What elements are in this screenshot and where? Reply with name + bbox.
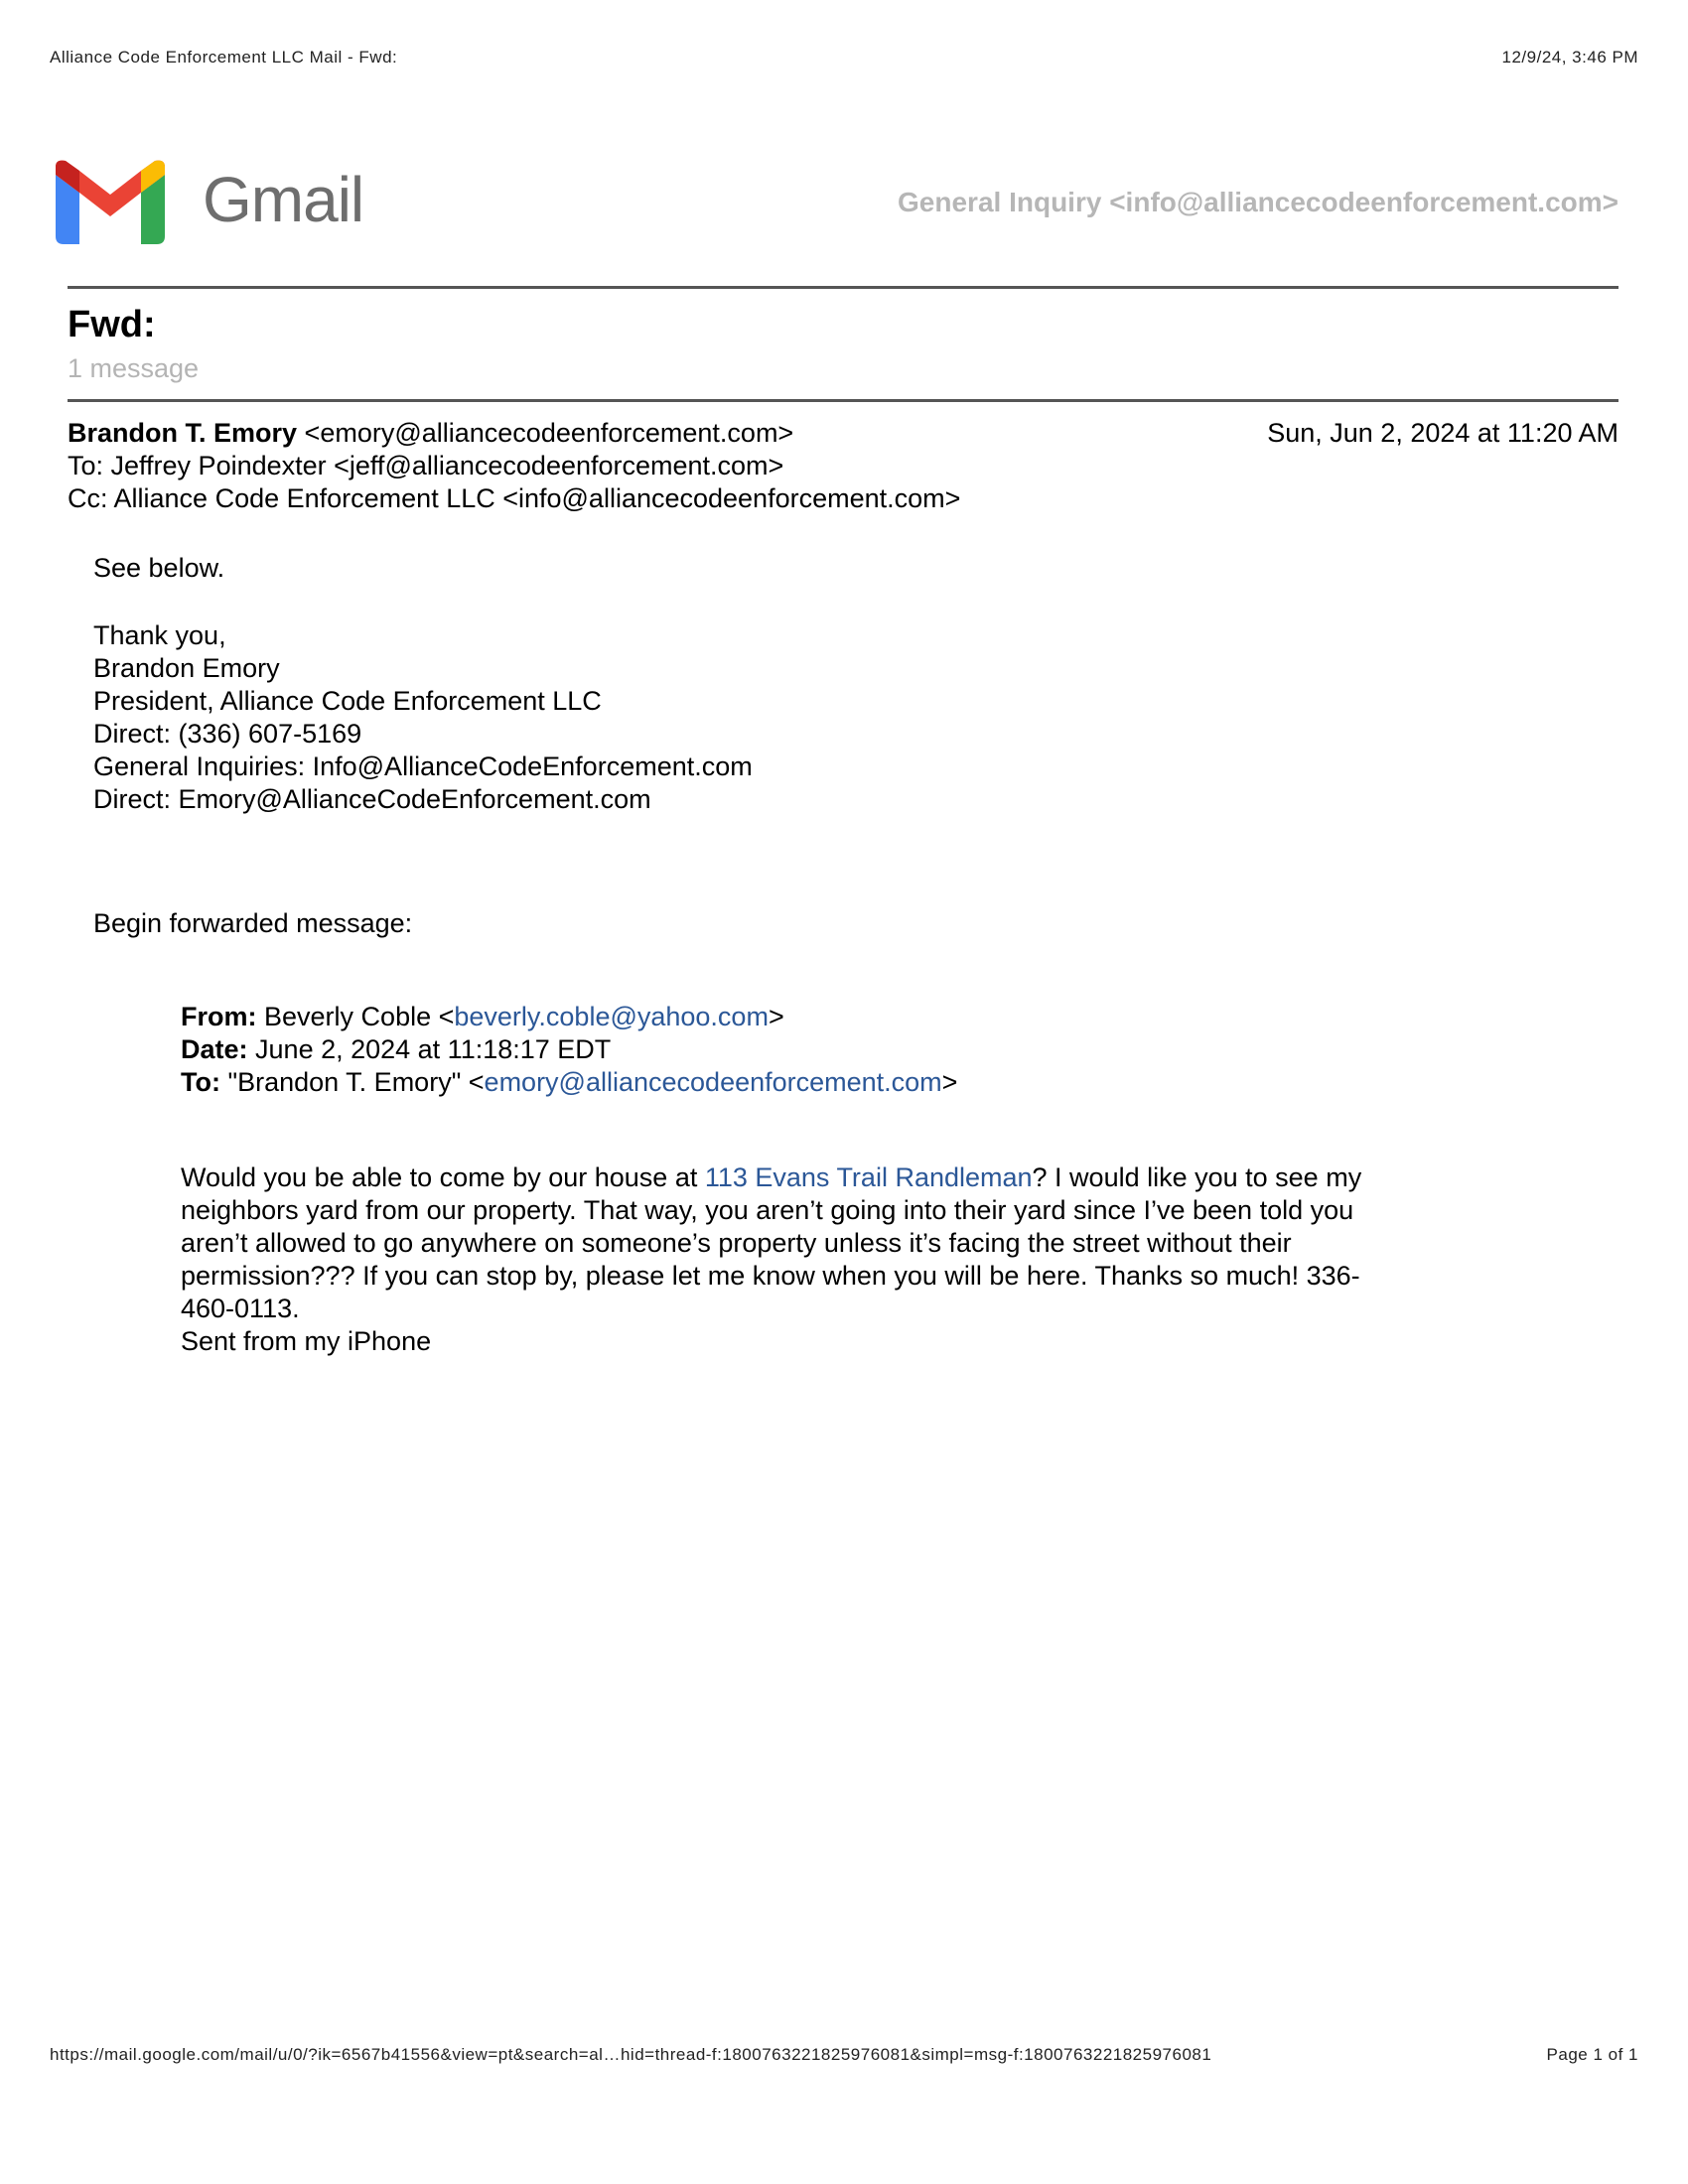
thread-subject: Fwd:: [68, 304, 156, 345]
print-datetime: 12/9/24, 3:46 PM: [1501, 48, 1638, 67]
forwarded-header: [181, 1001, 957, 1099]
print-title: Alliance Code Enforcement LLC Mail - Fwd:: [50, 48, 398, 67]
header-divider: [68, 399, 1618, 402]
account-identity: General Inquiry <info@alliancecodeenforcement.com>: [898, 187, 1618, 217]
forwarded-from-label: From:: [181, 1002, 257, 1031]
forwarded-from-close: >: [768, 1002, 784, 1031]
forwarded-to: [181, 1066, 957, 1099]
print-header: [50, 48, 1638, 71]
forwarded-body-line: neighbors yard from our property. That way, you aren’t going into their yard since I’ve been told you: [181, 1195, 1354, 1225]
forwarded-body: [181, 1161, 1472, 1358]
signature-line: Thank you,: [93, 620, 226, 650]
signature-line: President, Alliance Code Enforcement LLC: [93, 686, 602, 716]
signature-line: Direct: (336) 607-5169: [93, 719, 362, 749]
signature-line: Brandon Emory: [93, 653, 280, 683]
address-link[interactable]: 113 Evans Trail Randleman: [704, 1162, 1033, 1192]
forwarded-date-value: June 2, 2024 at 11:18:17 EDT: [255, 1034, 612, 1064]
page-number: Page 1 of 1: [1546, 2045, 1638, 2064]
message-count: 1 message: [68, 353, 200, 383]
forwarded-to-label: To:: [181, 1067, 220, 1097]
forwarded-body-line: 460-0113.: [181, 1294, 300, 1323]
brand-row: [56, 149, 1618, 248]
forwarded-from-name: Beverly Coble <: [264, 1002, 455, 1031]
forwarded-from: [181, 1001, 957, 1033]
message-intro: See below.: [93, 553, 225, 583]
forwarded-body-line: permission??? If you can stop by, please let me know when you will be here. Thanks so much! 336-: [181, 1261, 1360, 1291]
forwarded-to-email-link[interactable]: emory@alliancecodeenforcement.com: [484, 1067, 942, 1097]
message-header: [68, 417, 1618, 515]
body-text: Would you be able to come by our house at: [181, 1162, 705, 1192]
forwarded-date-label: Date:: [181, 1034, 248, 1064]
message-date: Sun, Jun 2, 2024 at 11:20 AM: [1267, 418, 1618, 448]
forwarded-body-line: [181, 1161, 1472, 1194]
print-footer: [50, 2045, 1638, 2069]
sent-from-line: Sent from my iPhone: [181, 1326, 432, 1356]
forwarded-to-close: >: [941, 1067, 958, 1097]
print-url: https://mail.google.com/mail/u/0/?ik=6567b41556&view=pt&search=al…hid=thread-f:1800763221825976081&simpl=msg-f:1800763221825976081: [50, 2045, 1212, 2064]
signature-line: Direct: Emory@AllianceCodeEnforcement.com: [93, 784, 651, 814]
gmail-logo-icon: [56, 159, 165, 244]
sender-email: <emory@alliancecodeenforcement.com>: [304, 418, 794, 448]
recipient-cc: Cc: Alliance Code Enforcement LLC <info@alliancecodeenforcement.com>: [68, 483, 961, 513]
forwarded-body-line: aren’t allowed to go anywhere on someone’s property unless it’s facing the street without their: [181, 1228, 1292, 1258]
forwarded-from-email-link[interactable]: beverly.coble@yahoo.com: [454, 1002, 769, 1031]
begin-forwarded-label: Begin forwarded message:: [93, 908, 413, 938]
recipient-to: To: Jeffrey Poindexter <jeff@alliancecodeenforcement.com>: [68, 451, 784, 480]
gmail-wordmark: Gmail: [203, 164, 364, 235]
top-divider: [68, 286, 1618, 289]
forwarded-to-name: "Brandon T. Emory" <: [227, 1067, 485, 1097]
body-text: ? I would like you to see my: [1032, 1162, 1362, 1192]
signature-line: General Inquiries: Info@AllianceCodeEnforcement.com: [93, 751, 753, 781]
signature-block: [93, 619, 753, 816]
forwarded-date: [181, 1033, 957, 1066]
sender-name: Brandon T. Emory: [68, 418, 298, 448]
